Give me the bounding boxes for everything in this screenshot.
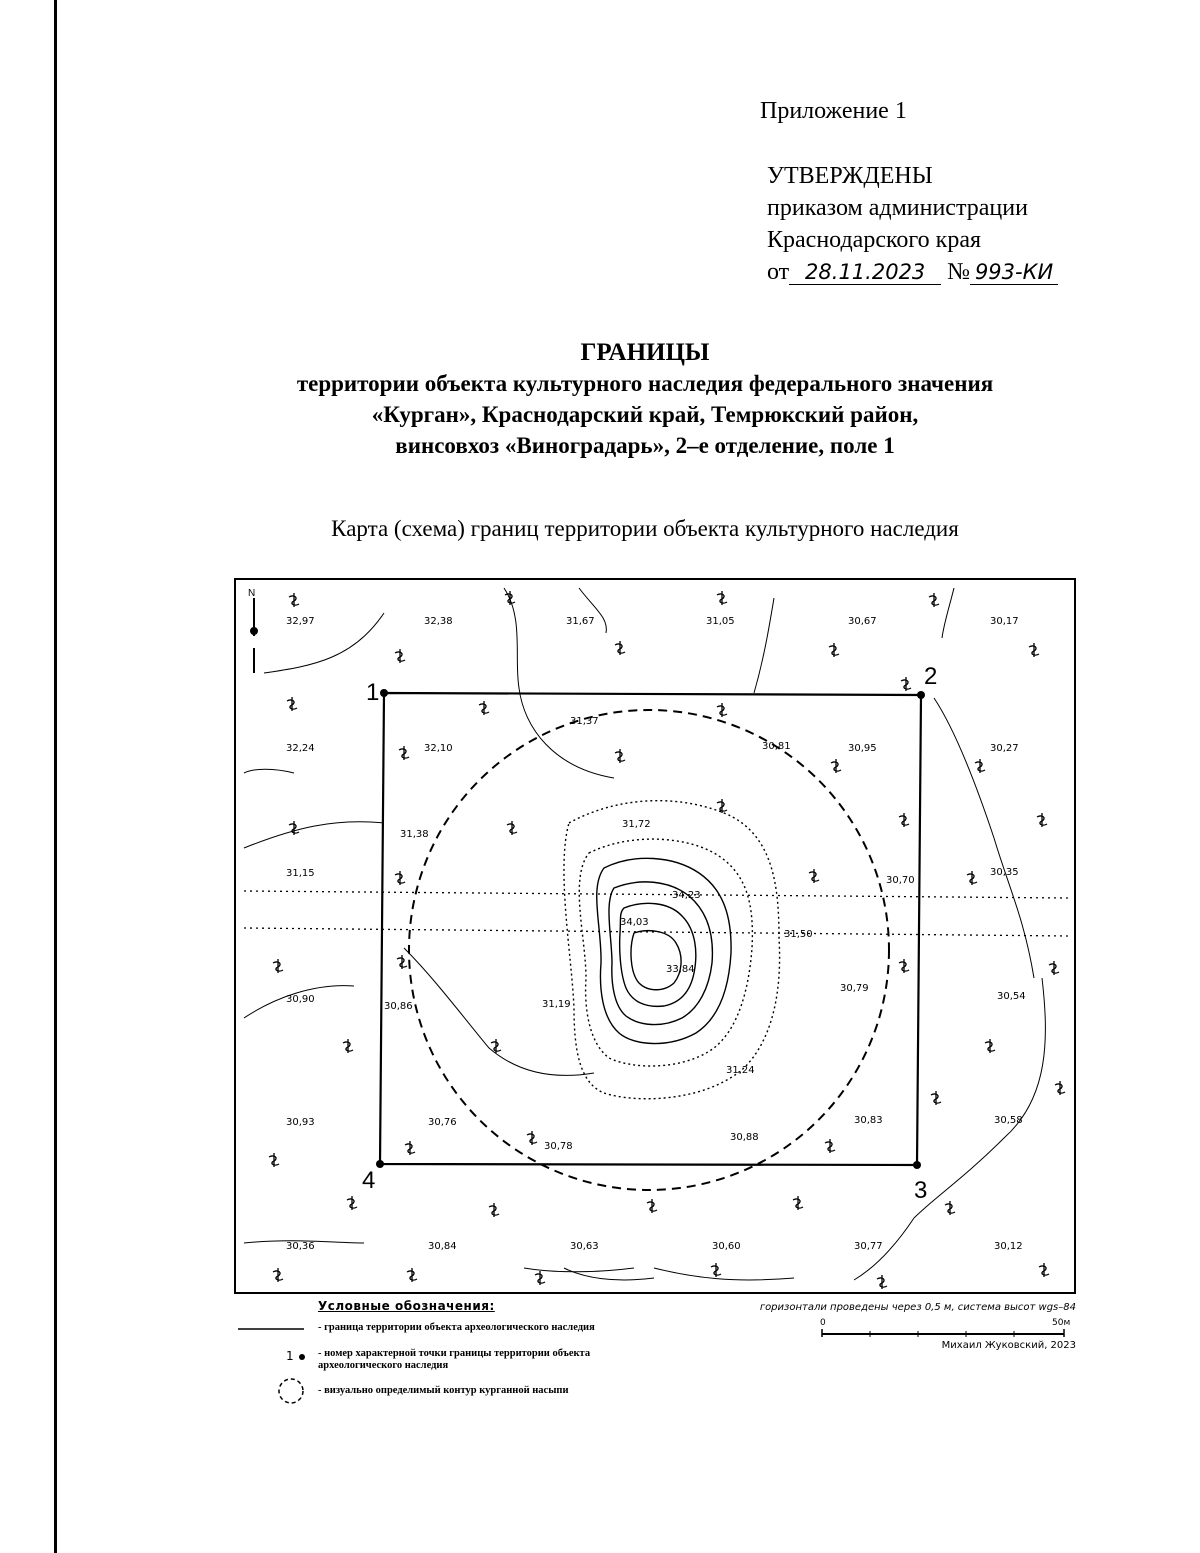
- order-date-handwritten: 28.11.2023: [789, 260, 941, 285]
- appendix-label: Приложение 1: [760, 98, 907, 124]
- legend-text-mound: - визуально определимый контур курганной насыпи: [318, 1385, 569, 1396]
- date-prefix: от: [767, 259, 790, 285]
- elevation-label: 30,86: [384, 1001, 413, 1012]
- elevation-label: 30,36: [286, 1241, 315, 1252]
- elevation-label: 30,77: [854, 1241, 883, 1252]
- legend-text-boundary: - граница территории объекта археологического наследия: [318, 1322, 595, 1333]
- point-label-3: 3: [914, 1177, 928, 1204]
- elevation-label: 30,63: [570, 1241, 599, 1252]
- order-number-handwritten: 993-КИ: [970, 260, 1058, 285]
- legend-text-point: - номер характерной точки границы территории объекта археологического наследия: [318, 1348, 591, 1371]
- map-author: Михаил Жуковский, 2023: [941, 1340, 1076, 1351]
- elevation-label: 31,15: [286, 868, 315, 879]
- elevation-label: 33,84: [666, 964, 695, 975]
- point-label-1: 1: [366, 679, 380, 706]
- site-map: [234, 578, 1076, 1294]
- elevation-label: 32,97: [286, 616, 315, 627]
- elevation-label: 30,88: [730, 1132, 759, 1143]
- elevation-label: 30,90: [286, 994, 315, 1005]
- legend-title: Условные обозначения:: [318, 1299, 495, 1313]
- elevation-label: 32,38: [424, 616, 453, 627]
- page-edge-line: [54, 0, 57, 1553]
- elevation-label: 30,70: [886, 875, 915, 886]
- point-number-symbol: 1: [286, 1349, 294, 1363]
- elevation-label: 30,78: [544, 1141, 573, 1152]
- approval-block: [767, 160, 1058, 288]
- elevation-label: 30,79: [840, 983, 869, 994]
- elevation-label: 32,24: [286, 743, 315, 754]
- elevation-label: 31,50: [784, 929, 813, 940]
- elevation-label: 30,54: [997, 991, 1026, 1002]
- order-date-line: [767, 256, 1058, 288]
- boundary-line-icon: [238, 1327, 304, 1331]
- by-order-label: приказом администрации: [767, 195, 1028, 221]
- elevation-label: 30,84: [428, 1241, 457, 1252]
- scale-end-label: 50м: [1052, 1318, 1071, 1328]
- elevation-label: 31,05: [706, 616, 735, 627]
- elevation-label: 30,67: [848, 616, 877, 627]
- map-frame: [235, 579, 1075, 1293]
- approved-label: УТВЕРЖДЕНЫ: [767, 163, 933, 189]
- elevation-label: 31,19: [542, 999, 571, 1010]
- elevation-label: 30,60: [712, 1241, 741, 1252]
- contour-interval-note: горизонтали проведены через 0,5 м, система высот wgs–84: [759, 1302, 1076, 1313]
- dashed-circle-icon: [274, 1376, 308, 1406]
- title-line-3: винсовхоз «Виноградарь», 2–е отделение, поле 1: [395, 433, 895, 458]
- document-title: [150, 337, 1140, 461]
- elevation-label: 34,03: [620, 917, 649, 928]
- number-prefix: №: [947, 259, 971, 285]
- point-dot-icon: [298, 1353, 306, 1361]
- elevation-label: 31,72: [622, 819, 651, 830]
- elevation-label: 34,23: [672, 890, 701, 901]
- title-line-1: территории объекта культурного наследия федерального значения: [296, 371, 994, 396]
- title-main: ГРАНИЦЫ: [580, 339, 710, 366]
- elevation-label: 30,58: [994, 1115, 1023, 1126]
- north-label: N: [248, 588, 256, 599]
- elevation-label: 30,35: [990, 867, 1019, 878]
- elevation-label: 30,76: [428, 1117, 457, 1128]
- title-line-2: «Курган», Краснодарский край, Темрюкский район,: [371, 402, 919, 427]
- point-label-4: 4: [362, 1167, 376, 1194]
- elevation-label: 31,67: [566, 616, 595, 627]
- point-label-2: 2: [924, 663, 938, 690]
- map-subtitle: Карта (схема) границ территории объекта культурного наследия: [331, 516, 959, 541]
- elevation-label: 30,81: [762, 741, 791, 752]
- elevation-label: 30,17: [990, 616, 1019, 627]
- elevation-label: 32,10: [424, 743, 453, 754]
- elevation-label: 30,95: [848, 743, 877, 754]
- region-label: Краснодарского края: [767, 227, 982, 253]
- elevation-label: 30,93: [286, 1117, 315, 1128]
- elevation-label: 31,38: [400, 829, 429, 840]
- elevation-label: 30,12: [994, 1241, 1023, 1252]
- elevation-label: 31,37: [570, 716, 599, 727]
- elevation-label: 30,27: [990, 743, 1019, 754]
- scale-start-label: 0: [820, 1318, 826, 1328]
- elevation-label: 31,24: [726, 1065, 755, 1076]
- elevation-label: 30,83: [854, 1115, 883, 1126]
